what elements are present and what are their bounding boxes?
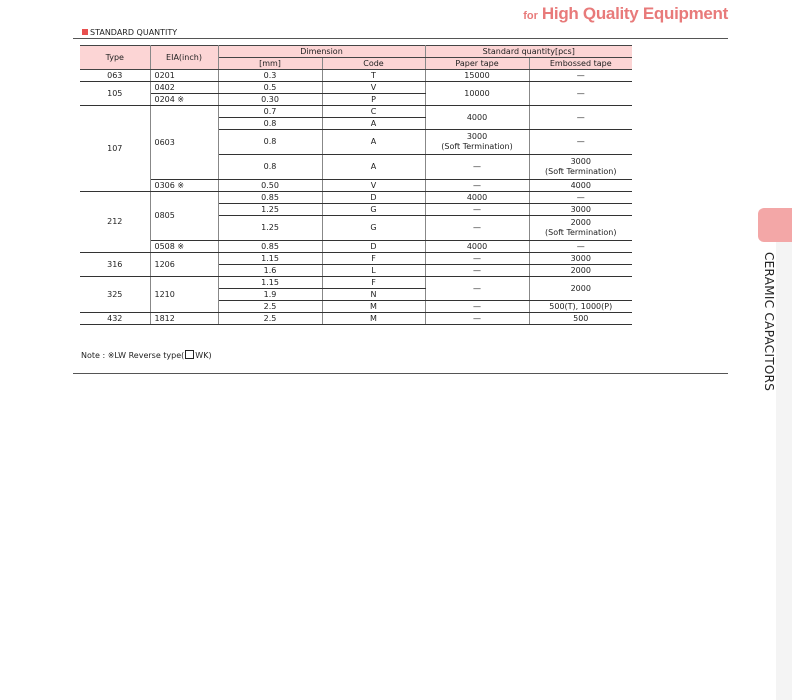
cell-paper: — [425, 180, 529, 192]
cell-paper-value: 3000 [466, 132, 488, 141]
cell-eia: 0204 ※ [150, 94, 218, 106]
cell-code: V [322, 82, 425, 94]
cell-embossed: 3000 [529, 253, 632, 265]
cell-type: 325 [80, 277, 150, 313]
footnote-suffix: WK) [195, 351, 212, 360]
table-row [80, 313, 632, 325]
cell-paper: — [425, 216, 529, 241]
header-paper-tape: Paper tape [425, 58, 529, 70]
cell-mm: 1.6 [218, 265, 322, 277]
cell-type: 316 [80, 253, 150, 277]
cell-code: P [322, 94, 425, 106]
cell-code: M [322, 313, 425, 325]
cell-code: N [322, 289, 425, 301]
cell-paper [425, 130, 529, 155]
cell-type: 105 [80, 82, 150, 106]
cell-embossed: 2000 [529, 265, 632, 277]
table-row [80, 241, 632, 253]
cell-type: 432 [80, 313, 150, 325]
cell-embossed: — [529, 70, 632, 82]
cell-paper: — [425, 155, 529, 180]
cell-code: V [322, 180, 425, 192]
table-row [80, 192, 632, 204]
cell-embossed: 3000 [529, 204, 632, 216]
cell-eia: 0805 [150, 192, 218, 241]
empty-box-icon [185, 350, 194, 359]
brand-main: High Quality Equipment [541, 4, 728, 23]
cell-code: A [322, 118, 425, 130]
header-dimension: Dimension [218, 46, 425, 58]
table-row [80, 82, 632, 94]
cell-code: F [322, 253, 425, 265]
cell-mm: 0.50 [218, 180, 322, 192]
top-divider [73, 38, 728, 39]
cell-mm: 1.15 [218, 277, 322, 289]
cell-embossed: — [529, 82, 632, 106]
cell-code: D [322, 241, 425, 253]
cell-mm: 0.3 [218, 70, 322, 82]
cell-type: 212 [80, 192, 150, 253]
section-title-text: STANDARD QUANTITY [90, 28, 178, 37]
header-eia: EIA(inch) [150, 46, 218, 70]
cell-eia: 0306 ※ [150, 180, 218, 192]
cell-mm: 1.15 [218, 253, 322, 265]
cell-paper: — [425, 265, 529, 277]
footnote [81, 350, 212, 360]
cell-mm: 0.8 [218, 118, 322, 130]
cell-eia: 0603 [150, 106, 218, 180]
cell-eia: 0402 [150, 82, 218, 94]
cell-code: L [322, 265, 425, 277]
cell-code: F [322, 277, 425, 289]
cell-embossed-note: (Soft Termination) [545, 228, 617, 237]
cell-mm: 1.9 [218, 289, 322, 301]
cell-embossed [529, 216, 632, 241]
table-row [80, 70, 632, 82]
cell-eia: 1210 [150, 277, 218, 313]
cell-paper: 4000 [425, 192, 529, 204]
cell-embossed: — [529, 241, 632, 253]
cell-code: C [322, 106, 425, 118]
cell-code: G [322, 216, 425, 241]
cell-eia: 1812 [150, 313, 218, 325]
table-row [80, 253, 632, 265]
cell-eia: 0201 [150, 70, 218, 82]
header-mm: [mm] [218, 58, 322, 70]
header-code: Code [322, 58, 425, 70]
cell-mm: 0.5 [218, 82, 322, 94]
cell-paper: 4000 [425, 241, 529, 253]
cell-code: D [322, 192, 425, 204]
cell-code: A [322, 130, 425, 155]
cell-paper: — [425, 253, 529, 265]
cell-type: 107 [80, 106, 150, 192]
cell-mm: 1.25 [218, 216, 322, 241]
cell-paper: — [425, 301, 529, 313]
side-tab [758, 208, 792, 242]
header-embossed-tape: Embossed tape [529, 58, 632, 70]
cell-mm: 0.8 [218, 155, 322, 180]
cell-code: G [322, 204, 425, 216]
cell-paper: — [425, 204, 529, 216]
side-label: CERAMIC CAPACITORS [762, 252, 776, 392]
header-standard-quantity: Standard quantity[pcs] [425, 46, 632, 58]
cell-embossed-value: 2000 [570, 218, 591, 227]
header-type: Type [80, 46, 150, 70]
table-row [80, 277, 632, 289]
cell-paper: — [425, 277, 529, 301]
bottom-divider [73, 373, 728, 374]
cell-eia: 1206 [150, 253, 218, 277]
cell-embossed-value: 3000 [570, 157, 591, 166]
cell-eia: 0508 ※ [150, 241, 218, 253]
cell-paper: — [425, 313, 529, 325]
cell-paper: 15000 [425, 70, 529, 82]
table-row [80, 180, 632, 192]
cell-type: 063 [80, 70, 150, 82]
side-strip [776, 242, 792, 700]
cell-mm: 2.5 [218, 301, 322, 313]
red-square-icon [82, 29, 88, 35]
table-row [80, 106, 632, 118]
cell-embossed: — [529, 192, 632, 204]
standard-quantity-table [80, 45, 632, 325]
cell-embossed: — [529, 106, 632, 130]
cell-embossed: 500 [529, 313, 632, 325]
cell-paper-note: (Soft Termination) [441, 142, 513, 151]
footnote-prefix: Note : ※LW Reverse type( [81, 351, 185, 360]
cell-embossed-note: (Soft Termination) [545, 167, 617, 176]
cell-embossed [529, 155, 632, 180]
cell-mm: 2.5 [218, 313, 322, 325]
cell-mm: 1.25 [218, 204, 322, 216]
brand-logo [523, 4, 728, 24]
cell-paper: 10000 [425, 82, 529, 106]
cell-embossed: 4000 [529, 180, 632, 192]
cell-code: T [322, 70, 425, 82]
cell-code: M [322, 301, 425, 313]
brand-prefix: for [523, 10, 538, 22]
cell-paper: 4000 [425, 106, 529, 130]
cell-mm: 0.85 [218, 192, 322, 204]
cell-mm: 0.8 [218, 130, 322, 155]
cell-code: A [322, 155, 425, 180]
cell-mm: 0.85 [218, 241, 322, 253]
cell-embossed: 2000 [529, 277, 632, 301]
cell-mm: 0.30 [218, 94, 322, 106]
section-title [82, 28, 177, 37]
cell-mm: 0.7 [218, 106, 322, 118]
cell-embossed: 500(T), 1000(P) [529, 301, 632, 313]
cell-embossed: — [529, 130, 632, 155]
